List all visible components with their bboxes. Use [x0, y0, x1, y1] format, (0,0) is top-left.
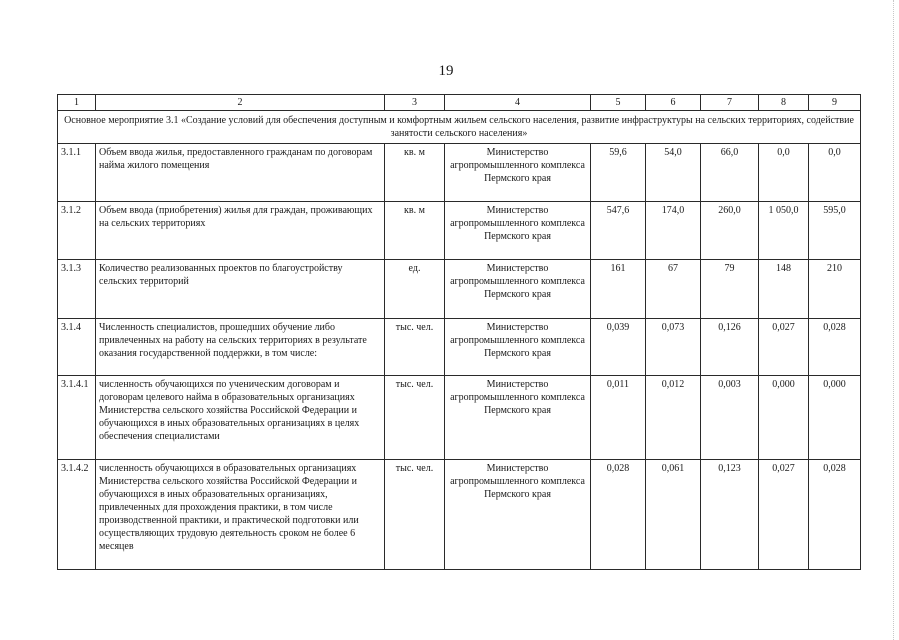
value-cell: 66,0 — [701, 144, 759, 202]
value-cell: 0,0 — [759, 144, 809, 202]
value-cell: 0,061 — [646, 460, 701, 570]
unit-cell: тыс. чел. — [385, 376, 445, 460]
row-number: 3.1.4.1 — [58, 376, 96, 460]
value-cell: 0,000 — [809, 376, 861, 460]
section-title: Основное мероприятие 3.1 «Создание условий для обеспечения доступным и комфортным жильем сельского населения, развитие инфраструктуры на сельских территориях, содействие занятости сельского населения» — [58, 111, 861, 144]
table-row — [58, 144, 861, 202]
indicator-name: Объем ввода (приобретения) жилья для граждан, проживающих на сельских территориях — [96, 202, 385, 260]
value-cell: 0,028 — [591, 460, 646, 570]
value-cell: 0,123 — [701, 460, 759, 570]
unit-cell: тыс. чел. — [385, 460, 445, 570]
table-row — [58, 202, 861, 260]
unit-cell: кв. м — [385, 144, 445, 202]
responsible-cell: Министерство агропромышленного комплекса Пермского края — [445, 319, 591, 376]
value-cell: 0,012 — [646, 376, 701, 460]
indicator-name: Объем ввода жилья, предоставленного гражданам по договорам найма жилого помещения — [96, 144, 385, 202]
indicator-name: Численность специалистов, прошедших обучение либо привлеченных на работу на сельских территориях в результате оказания государственной поддержки, в том числе: — [96, 319, 385, 376]
value-cell: 0,003 — [701, 376, 759, 460]
value-cell: 161 — [591, 260, 646, 319]
column-number: 8 — [759, 95, 809, 111]
value-cell: 0,011 — [591, 376, 646, 460]
section-row — [58, 111, 861, 144]
column-number: 6 — [646, 95, 701, 111]
column-number: 5 — [591, 95, 646, 111]
table-row — [58, 460, 861, 570]
responsible-cell: Министерство агропромышленного комплекса Пермского края — [445, 260, 591, 319]
value-cell: 0,028 — [809, 460, 861, 570]
column-number: 4 — [445, 95, 591, 111]
row-number: 3.1.3 — [58, 260, 96, 319]
value-cell: 0,039 — [591, 319, 646, 376]
value-cell: 1 050,0 — [759, 202, 809, 260]
value-cell: 547,6 — [591, 202, 646, 260]
table-row — [58, 260, 861, 319]
value-cell: 79 — [701, 260, 759, 319]
responsible-cell: Министерство агропромышленного комплекса Пермского края — [445, 376, 591, 460]
column-number: 1 — [58, 95, 96, 111]
table-row — [58, 376, 861, 460]
table-row — [58, 319, 861, 376]
scan-edge-divider — [893, 0, 896, 640]
unit-cell: ед. — [385, 260, 445, 319]
value-cell: 0,073 — [646, 319, 701, 376]
row-number: 3.1.2 — [58, 202, 96, 260]
value-cell: 0,027 — [759, 460, 809, 570]
column-number: 9 — [809, 95, 861, 111]
row-number: 3.1.4.2 — [58, 460, 96, 570]
column-number: 7 — [701, 95, 759, 111]
responsible-cell: Министерство агропромышленного комплекса Пермского края — [445, 460, 591, 570]
value-cell: 0,000 — [759, 376, 809, 460]
value-cell: 260,0 — [701, 202, 759, 260]
indicator-name: Количество реализованных проектов по благоустройству сельских территорий — [96, 260, 385, 319]
value-cell: 67 — [646, 260, 701, 319]
row-number: 3.1.4 — [58, 319, 96, 376]
indicator-name: численность обучающихся в образовательных организациях Министерства сельского хозяйства Российской Федерации и обучающихся в иных образовательных организациях, привлеченных для прохождения практики, в том числе производственной практики, и практической подготовки или осуществляющих трудовую деятельность сроком не более 6 месяцев — [96, 460, 385, 570]
value-cell: 0,027 — [759, 319, 809, 376]
column-number-row — [58, 95, 861, 111]
indicators-table — [57, 94, 861, 570]
value-cell: 0,028 — [809, 319, 861, 376]
value-cell: 210 — [809, 260, 861, 319]
value-cell: 0,0 — [809, 144, 861, 202]
unit-cell: тыс. чел. — [385, 319, 445, 376]
row-number: 3.1.1 — [58, 144, 96, 202]
column-number: 3 — [385, 95, 445, 111]
value-cell: 174,0 — [646, 202, 701, 260]
responsible-cell: Министерство агропромышленного комплекса Пермского края — [445, 202, 591, 260]
column-number: 2 — [96, 95, 385, 111]
page-number: 19 — [438, 63, 454, 79]
value-cell: 0,126 — [701, 319, 759, 376]
unit-cell: кв. м — [385, 202, 445, 260]
indicator-name: численность обучающихся по ученическим договорам и договорам целевого найма в образовательных организациях Министерства сельского хозяйства Российской Федерации и обучающихся в иных образовательных организациях в целях обеспечения специалистами — [96, 376, 385, 460]
value-cell: 59,6 — [591, 144, 646, 202]
value-cell: 595,0 — [809, 202, 861, 260]
value-cell: 54,0 — [646, 144, 701, 202]
responsible-cell: Министерство агропромышленного комплекса Пермского края — [445, 144, 591, 202]
value-cell: 148 — [759, 260, 809, 319]
